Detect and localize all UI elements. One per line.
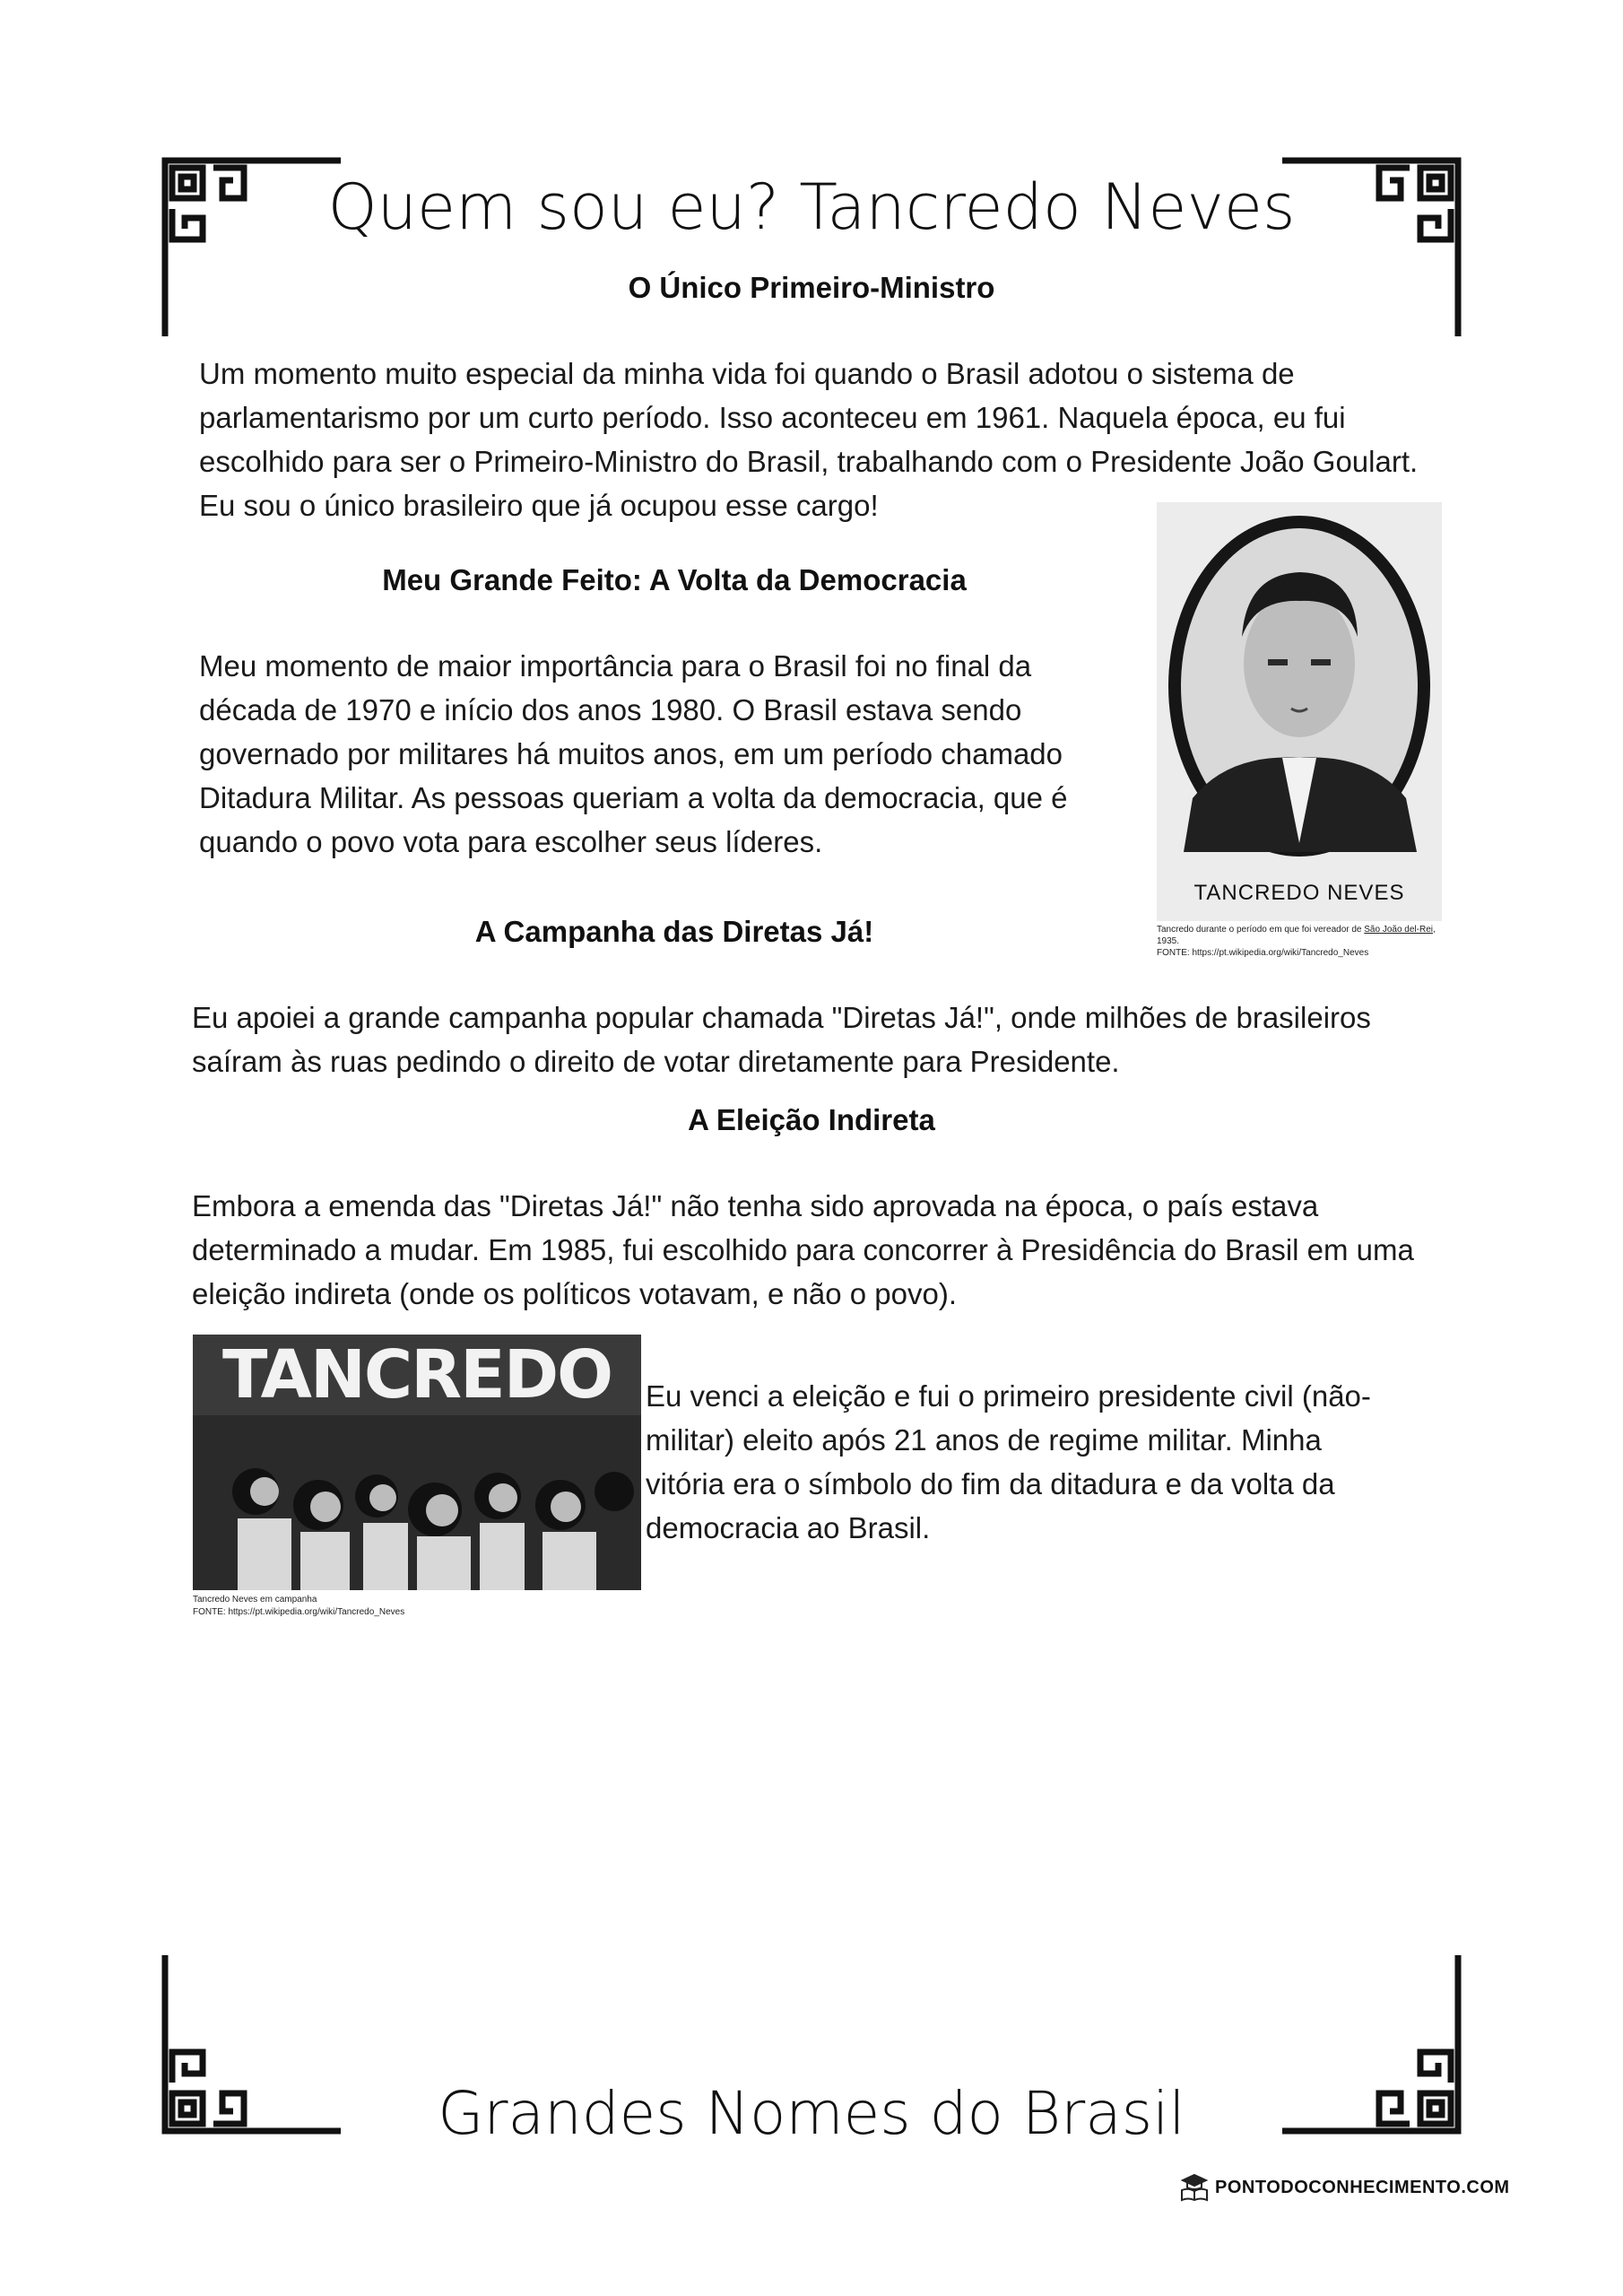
section-text-diretas: Eu apoiei a grande campanha popular chamada "Diretas Já!", onde milhões de brasileiros saíram às ruas pedindo o direito de votar diretamente para Presidente.	[192, 1001, 1371, 1078]
brand-text: PONTODOCONHECIMENTO.COM	[1215, 2177, 1510, 2197]
section-heading-indirect-election: A Eleição Indireta	[688, 1103, 935, 1136]
campaign-photo-caption-source: FONTE: https://pt.wikipedia.org/wiki/Tancredo_Neves	[193, 1607, 405, 1617]
section-text-victory: Eu venci a eleição e fui o primeiro presidente civil (não-militar) eleito após 21 anos de regime militar. Minha vitória era o símbolo do fim da ditadura e da volta da democracia ao Brasil.	[646, 1379, 1371, 1544]
section-text-democracy: Meu momento de maior importância para o Brasil foi no final da década de 1970 e início dos anos 1980. O Brasil estava sendo governado por militares há muitos anos, em um período chamado Ditadura Militar. As pessoas queriam a volta da democracia, que é quando o povo vota para escolher seus líderes.	[199, 649, 1068, 858]
section-text-indirect-election: Embora a emenda das "Diretas Já!" não tenha sido aprovada na época, o país estava determinado a mudar. Em 1985, fui escolhido para concorrer à Presidência do Brasil em uma eleição indireta (onde os políticos votavam, e não o povo).	[192, 1189, 1414, 1310]
campaign-photo	[193, 1335, 641, 1590]
brand-logo[interactable]	[1179, 2172, 1510, 2203]
portrait-caption-source: FONTE: https://pt.wikipedia.org/wiki/Tancredo_Neves	[1157, 948, 1369, 958]
portrait-label: TANCREDO NEVES	[1193, 881, 1405, 905]
section-heading-democracy: Meu Grande Feito: A Volta da Democracia	[382, 563, 967, 596]
portrait-caption-link[interactable]: São João del-Rei	[1364, 925, 1433, 935]
section-heading-diretas: A Campanha das Diretas Já!	[474, 915, 874, 948]
portrait-photo	[1157, 502, 1442, 921]
page-title: Quem sou eu? Tancredo Neves	[327, 170, 1296, 244]
footer-title: Grandes Nomes do Brasil	[438, 2079, 1185, 2148]
section-text-prime-minister: Um momento muito especial da minha vida foi quando o Brasil adotou o sistema de parlamentarismo por um curto período. Isso aconteceu em 1961. Naquela época, eu fui escolhido para ser o Primeiro-Ministro do Brasil, trabalhando com o Presidente João Goulart. Eu sou o único brasileiro que já ocupou esse cargo!	[199, 357, 1419, 522]
section-heading-prime-minister: O Único Primeiro-Ministro	[628, 271, 995, 304]
book-graduate-icon	[1179, 2172, 1210, 2203]
campaign-photo-caption: Tancredo Neves em campanha	[193, 1595, 317, 1605]
portrait-caption: Tancredo durante o período em que foi vereador de São João del-Rei, 1935.	[1157, 925, 1436, 946]
campaign-banner-text: TANCREDO	[221, 1336, 612, 1413]
